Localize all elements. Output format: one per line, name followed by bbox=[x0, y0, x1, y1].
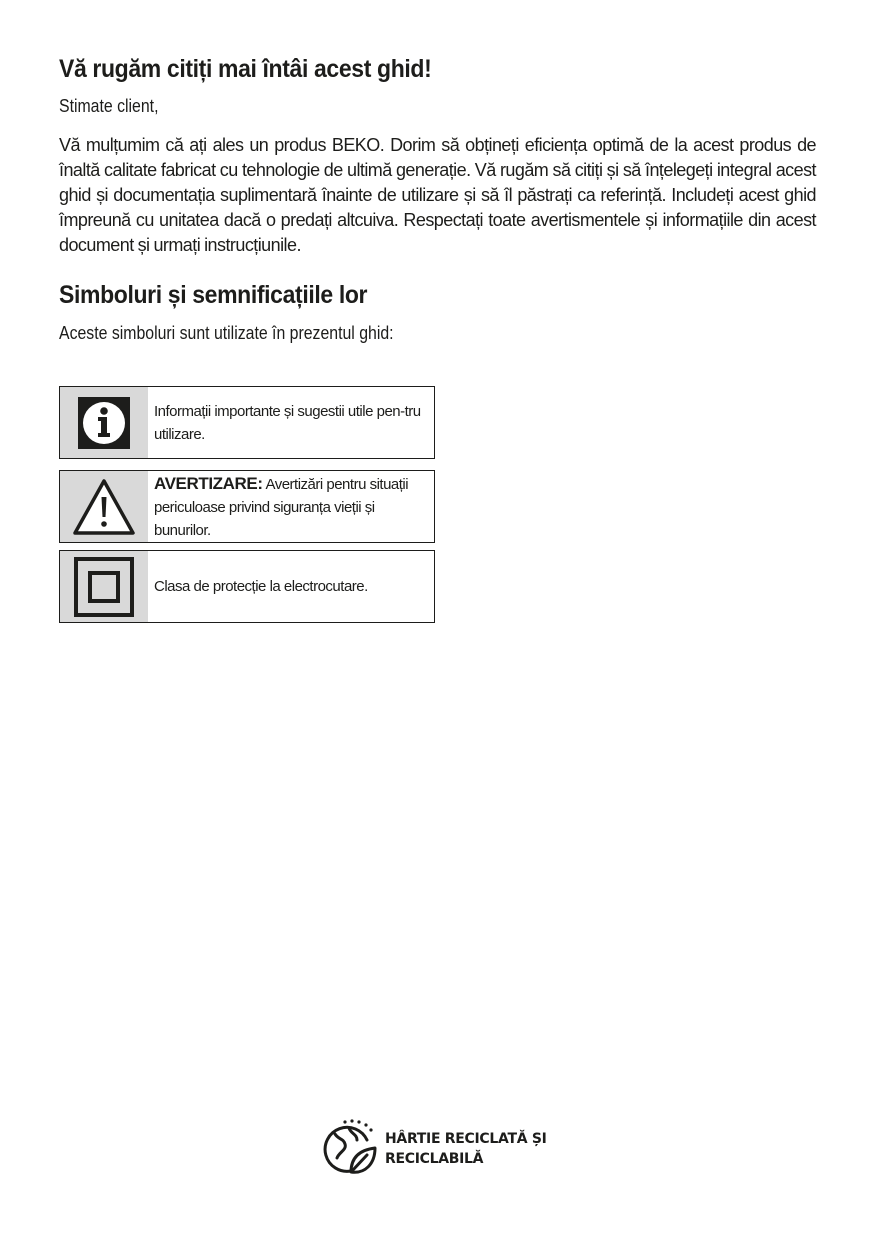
symbol-row-info bbox=[59, 386, 435, 459]
intro-paragraph: Vă mulțumim că ați ales un produs BEKO. Dorim să obțineți eficiența optimă de la acest produs de înaltă calitate fabricat cu tehnologie de ultimă generație. Vă rugăm să citiți și să înțelegeți integral acest ghid și documentația suplimentară înainte de utilizare și să îl păstrați ca referință. Includeți acest ghid împreună cu unitatea dacă o predați altcuiva. Respectați toate avertismentele și informațiile din acest document și urmați instrucțiunile. bbox=[59, 135, 816, 255]
recycled-paper-footer bbox=[321, 1118, 547, 1180]
symbols-heading: Simboluri și semnificațiile lor bbox=[59, 281, 368, 309]
info-icon bbox=[76, 395, 132, 451]
recycled-paper-icon bbox=[321, 1118, 379, 1180]
warning-label: AVERTIZARE: bbox=[154, 473, 263, 493]
recycled-paper-label: HÂRTIE RECICLATĂ ȘI RECICLABILĂ bbox=[385, 1131, 547, 1167]
warning-icon bbox=[71, 477, 137, 537]
symbol-row-protection-class bbox=[59, 550, 435, 623]
symbol-row-warning bbox=[59, 470, 435, 543]
symbols-intro: Aceste simboluri sunt utilizate în prezentul ghid: bbox=[59, 323, 394, 343]
main-heading: Vă rugăm citiți mai întâi acest ghid! bbox=[59, 55, 432, 83]
symbol-description: Clasa de protecție la electrocutare. bbox=[154, 578, 368, 595]
greeting: Stimate client, bbox=[59, 96, 159, 116]
symbol-description: AVERTIZARE: Avertizări pentru situații periculoase privind siguranța vieții și bunurilor. bbox=[154, 473, 409, 539]
symbol-description: Informații importante și sugestii utile pen-tru utilizare. bbox=[154, 402, 421, 443]
double-insulation-icon bbox=[73, 556, 135, 618]
